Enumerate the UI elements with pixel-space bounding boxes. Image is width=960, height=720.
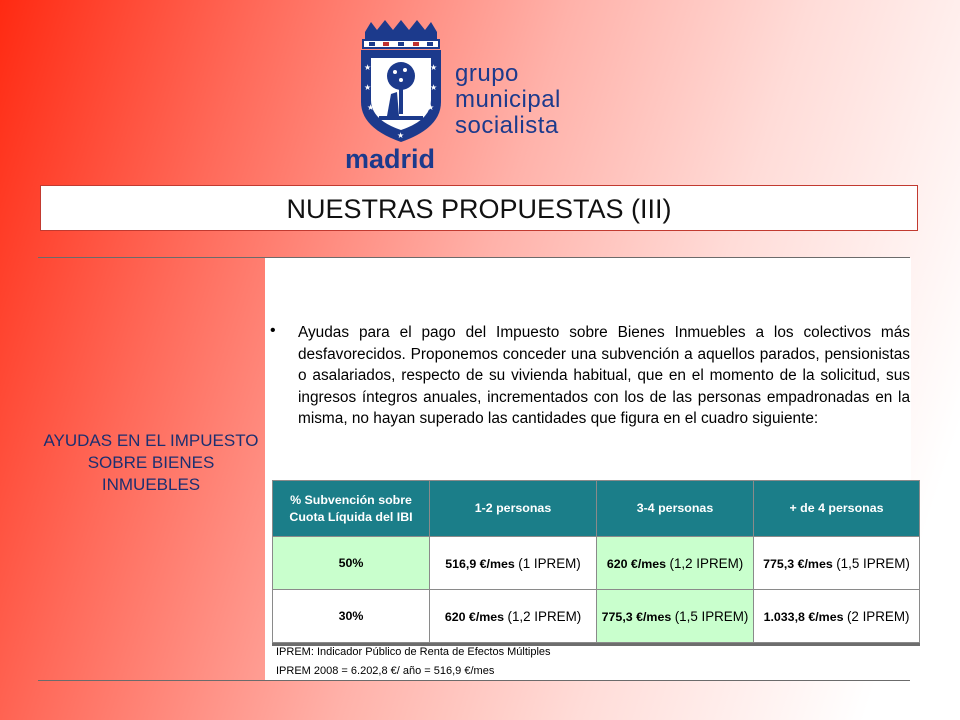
logo-text-grupo: grupo xyxy=(455,60,519,87)
table-cell xyxy=(430,537,597,590)
header-1-2-persons: 1-2 personas xyxy=(430,481,597,537)
section-label: AYUDAS EN EL IMPUESTO SOBRE BIENES INMUEBLES xyxy=(43,431,259,494)
subsidy-table xyxy=(272,480,920,643)
table-cell xyxy=(430,590,597,643)
svg-text:★: ★ xyxy=(427,103,435,112)
bottom-divider xyxy=(38,680,910,681)
logo-text-socialista: socialista xyxy=(455,112,559,139)
cell-amount: 516,9 €/mes xyxy=(445,556,515,571)
svg-text:★: ★ xyxy=(430,63,438,72)
svg-text:★: ★ xyxy=(430,83,438,92)
svg-text:★: ★ xyxy=(397,131,405,140)
row-30-percent: 30% xyxy=(273,590,430,643)
cell-amount: 620 €/mes xyxy=(606,556,667,571)
cell-iprem-note: (1 IPREM) xyxy=(518,555,581,571)
row-50-percent: 50% xyxy=(273,537,430,590)
table-cell xyxy=(754,590,920,643)
cell-iprem-note: (1,5 IPREM) xyxy=(674,608,749,624)
cell-amount: 620 €/mes xyxy=(444,609,505,624)
cell-amount: 775,3 €/mes xyxy=(601,609,672,624)
cell-amount: 775,3 €/mes xyxy=(763,556,833,571)
header-more-4-persons: + de 4 personas xyxy=(754,481,920,537)
svg-text:★: ★ xyxy=(367,103,375,112)
header-3-4-persons: 3-4 personas xyxy=(597,481,754,537)
table-row xyxy=(273,537,920,590)
logo-text-municipal: municipal xyxy=(455,86,561,113)
cell-iprem-note: (1,2 IPREM) xyxy=(669,555,744,571)
page-title: NUESTRAS PROPUESTAS (III) xyxy=(40,185,918,231)
cell-iprem-note: (2 IPREM) xyxy=(846,608,910,624)
svg-text:★: ★ xyxy=(364,83,372,92)
svg-text:★: ★ xyxy=(364,63,372,72)
table-cell xyxy=(754,537,920,590)
table-cell xyxy=(597,537,754,590)
cell-iprem-note: (1,2 IPREM) xyxy=(507,608,582,624)
cell-amount: 1.033,8 €/mes xyxy=(763,609,844,624)
madrid-coat-of-arms-icon xyxy=(357,20,445,148)
footnote-iprem-value: IPREM 2008 = 6.202,8 €/ año = 516,9 €/mes xyxy=(276,665,495,677)
table-cell xyxy=(597,590,754,643)
party-logo xyxy=(345,20,597,180)
cell-iprem-note: (1,5 IPREM) xyxy=(836,555,910,571)
bullet-icon: • xyxy=(270,322,276,339)
footnote-iprem-definition: IPREM: Indicador Público de Renta de Efectos Múltiples xyxy=(276,646,551,658)
bullet-item xyxy=(270,322,910,430)
logo-text-madrid: madrid xyxy=(345,144,436,174)
table-header-row xyxy=(273,481,920,537)
bullet-text: Ayudas para el pago del Impuesto sobre Bienes Inmuebles a los colectivos más desfavorecidos. Proponemos conceder una subvención a aquellos parados, pensionistas o asalariados, respecto de su vivienda habitual, que en el momento de la solicitud, sus ingresos íntegros anuales, incrementados con los de las personas empadronadas en la misma, no hayan superado las cantidades que figura en el cuadro siguiente: xyxy=(298,324,910,428)
table-row xyxy=(273,590,920,643)
header-percent: % Subvención sobre Cuota Líquida del IBI xyxy=(273,481,430,537)
